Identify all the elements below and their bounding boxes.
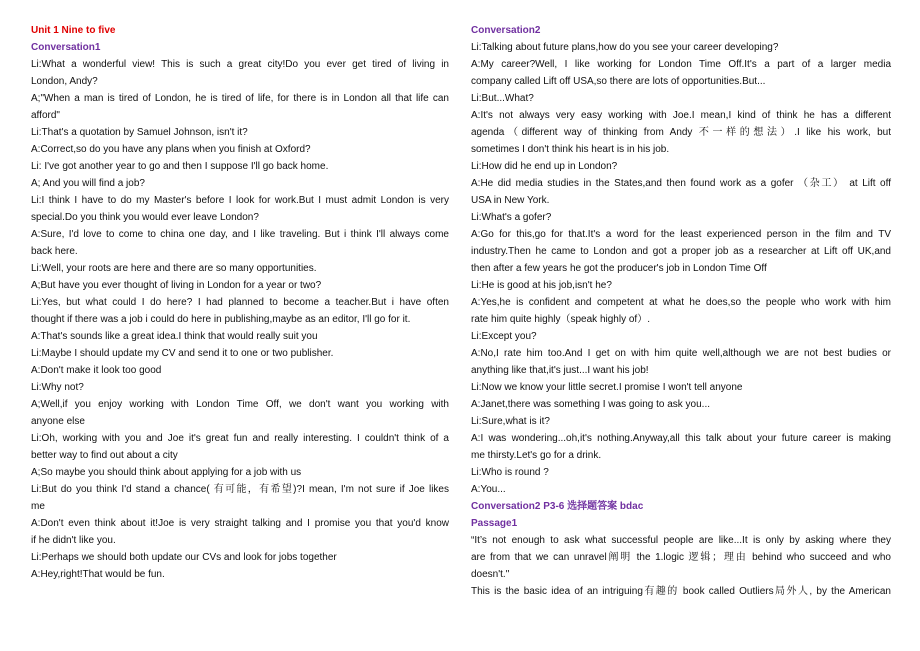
text-line: “It’s not enough to ask what successful people are like...It is only by asking where they <box>471 535 891 546</box>
text-line: Li:Yes, but what could I do here? I had planned to become a teacher.But i have often <box>31 297 449 308</box>
text-line: Li:How did he end up in London? <box>471 161 618 172</box>
conversation2-heading: Conversation2 <box>471 25 541 36</box>
text-line: A;"When a man is tired of London, he is tired of life, for there is in London all that life can <box>31 93 449 104</box>
unit-title: Unit 1 Nine to five <box>31 25 116 36</box>
text-line: if he didn't like you. <box>31 535 116 546</box>
text-line: doesn't." <box>471 569 510 580</box>
text-line: Li:What a wonderful view! This is such a great city!Do you ever get tired of living in <box>31 59 449 70</box>
text-line: me thirsty.Let's go for a drink. <box>471 450 602 461</box>
conversation2-text <box>471 39 891 498</box>
text-line: A:Hey,right!That would be fun. <box>31 569 165 580</box>
text-line: Li:But do you think I'd stand a chance( 有可能，有希望)?I mean, I'm not sure if Joe likes <box>31 484 449 495</box>
text-line: A:He did media studies in the States,and then found work as a gofer （杂工） at Lift off <box>471 178 891 189</box>
text-line: A:It's not always very easy working with Joe.I mean,I kind of think he has a different <box>471 110 891 121</box>
text-line: Li:I think I have to do my Master's before I look for work.But I must admit London is very <box>31 195 449 206</box>
text-line: Li:Maybe I should update my CV and send it to one or two publisher. <box>31 348 334 359</box>
answers-heading: Conversation2 P3-6 选择题答案 bdac <box>471 501 644 512</box>
passage1-heading: Passage1 <box>471 518 518 529</box>
text-line: rate him quite highly（speak highly of）. <box>471 314 650 325</box>
text-line: A:Yes,he is confident and competent at what he does,so the people who work with him <box>471 297 891 308</box>
text-line: Li:Who is round ? <box>471 467 549 478</box>
text-line: thought if there was a job i could do here in publishing,maybe as an editor, I'll go for it. <box>31 314 411 325</box>
text-line: afford" <box>31 110 60 121</box>
text-line: Li:Except you? <box>471 331 537 342</box>
text-line: A:Correct,so do you have any plans when you finish at Oxford? <box>31 144 311 155</box>
text-line: A;So maybe you should think about applying for a job with us <box>31 467 302 478</box>
text-line: back here. <box>31 246 78 257</box>
text-line: then after a few years he got the producer's job in London Time Off <box>471 263 767 274</box>
text-line: Li:That's a quotation by Samuel Johnson, isn't it? <box>31 127 248 138</box>
text-line: Li:But...What? <box>471 93 534 104</box>
text-line: This is the basic idea of an intriguing有趣的 book called Outliers局外人, by the American <box>471 586 891 597</box>
text-line: Li:Perhaps we should both update our CVs and look for jobs together <box>31 552 337 563</box>
text-line: agenda（different way of thinking from Andy 不一样的想法）.I like his work, but <box>471 127 891 138</box>
text-line: company called Lift off USA,so there are lots of opportunities.But... <box>471 76 766 87</box>
text-line: industry.Then he came to London and got a proper job as a researcher at Lift off UK,and <box>471 246 891 257</box>
text-line: Li:Now we know your little secret.I promise I won't tell anyone <box>471 382 743 393</box>
text-line: Li:Oh, working with you and Joe it's great fun and really interesting. I couldn't think of a <box>31 433 449 444</box>
text-line: A:Janet,there was something I was going to ask you... <box>471 399 711 410</box>
passage1-text <box>471 532 891 600</box>
text-line: A;Well,if you enjoy working with London Time Off, we don't want you working with <box>31 399 449 410</box>
text-line: USA in New York. <box>471 195 550 206</box>
text-line: A:I was wondering...oh,it's nothing.Anyway,all this talk about your future career is making <box>471 433 891 444</box>
text-line: A;But have you ever thought of living in London for a year or two? <box>31 280 322 291</box>
text-line: Li:Well, your roots are here and there are so many opportunities. <box>31 263 317 274</box>
conversation1-text <box>31 56 449 583</box>
text-line: A:My career?Well, I like working for London Time Off.It's a part of a larger media <box>471 59 891 70</box>
left-column <box>31 22 449 583</box>
text-line: Li:Why not? <box>31 382 84 393</box>
text-line: Li: I've got another year to go and then I suppose I'll go back home. <box>31 161 329 172</box>
right-column <box>471 22 891 600</box>
text-line: A; And you will find a job? <box>31 178 145 189</box>
text-line: me <box>31 501 45 512</box>
text-line: London, Andy? <box>31 76 98 87</box>
text-line: A:Don't make it look too good <box>31 365 162 376</box>
text-line: Li:Sure,what is it? <box>471 416 550 427</box>
text-line: anything like that,it's just...I want his job! <box>471 365 649 376</box>
text-line: anyone else <box>31 416 85 427</box>
text-line: A:That's sounds like a great idea.I think that would really suit you <box>31 331 318 342</box>
text-line: Li:He is good at his job,isn't he? <box>471 280 612 291</box>
text-line: Li:Talking about future plans,how do you see your career developing? <box>471 42 779 53</box>
text-line: better way to find out about a city <box>31 450 178 461</box>
conversation1-heading: Conversation1 <box>31 42 101 53</box>
text-line: A:Don't even think about it!Joe is very straight talking and I promise you that you'd know <box>31 518 449 529</box>
text-line: Li:What's a gofer? <box>471 212 552 223</box>
text-line: are from that we can unravel阐明 the 1.logic 逻辑；理由 behind who succeed and who <box>471 552 891 563</box>
text-line: A:No,I rate him too.And I get on with him quite well,although we are not best budies or <box>471 348 891 359</box>
text-line: sometimes I don't think his heart is in his job. <box>471 144 670 155</box>
text-line: A:Sure, I'd love to come to china one day, and I like traveling. But i think I'll always come <box>31 229 449 240</box>
text-line: special.Do you think you would ever leave London? <box>31 212 259 223</box>
text-line: A:Go for this,go for that.It's a word for the least experienced person in the film and TV <box>471 229 891 240</box>
text-line: A:You... <box>471 484 506 495</box>
